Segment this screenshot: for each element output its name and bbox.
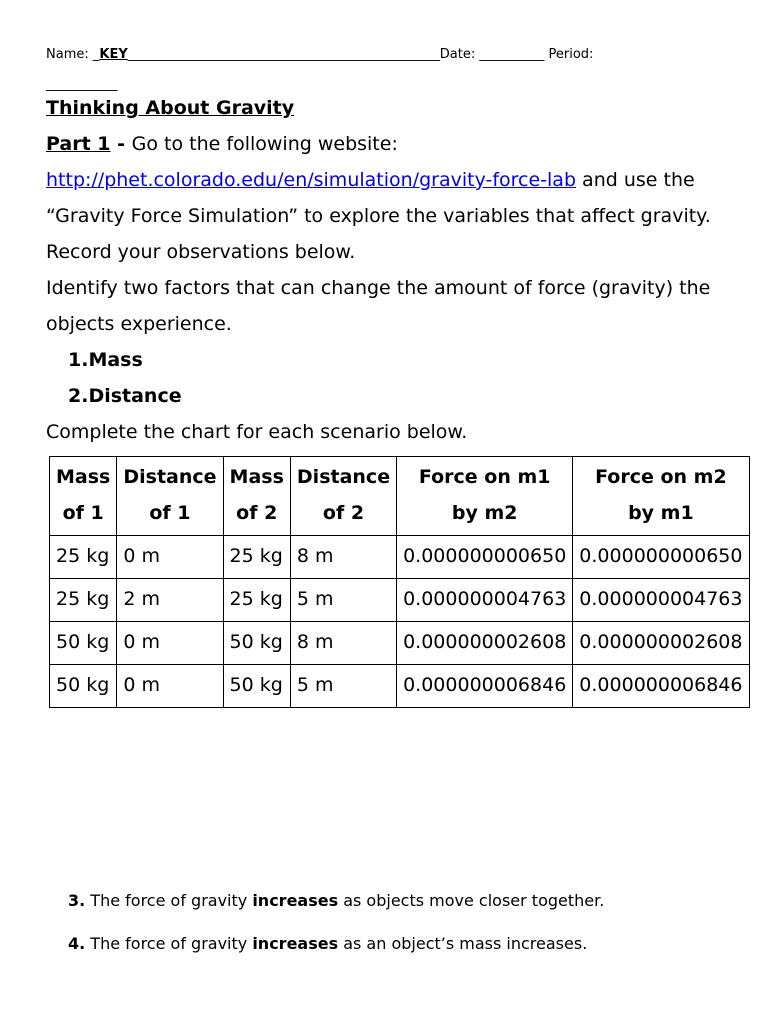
cell-mass-2: 50 kg (223, 622, 290, 665)
cell-force-m1[interactable]: 0.000000000650 (397, 536, 573, 579)
name-line: ________________________________________________ (127, 47, 440, 62)
worksheet-body (46, 90, 736, 450)
header-force-m2: Force on m2 by m1 (573, 457, 749, 536)
cell-force-m1[interactable]: 0.000000006846 (397, 665, 573, 708)
header-distance-2: Distance of 2 (290, 457, 396, 536)
cell-distance-2: 5 m (290, 665, 396, 708)
question-number: 4. (68, 934, 86, 953)
cell-mass-2: 50 kg (223, 665, 290, 708)
cell-force-m1[interactable]: 0.000000004763 (397, 579, 573, 622)
part1-dash: - (110, 133, 132, 155)
cell-mass-1: 50 kg (50, 665, 117, 708)
identify-factors-text: Identify two factors that can change the amount of force (gravity) the objects experience. (46, 277, 711, 335)
cell-force-m2[interactable]: 0.000000006846 (573, 665, 749, 708)
question-4 (68, 933, 587, 955)
factor-item-distance: 2.Distance (68, 385, 182, 407)
cell-distance-1: 0 m (117, 622, 223, 665)
question-text-pre: The force of gravity (85, 891, 253, 910)
part1-label: Part 1 (46, 133, 111, 155)
table-row (50, 622, 750, 665)
phet-simulation-link[interactable]: http://phet.colorado.edu/en/simulation/gravity-force-lab (46, 169, 577, 191)
cell-distance-2: 8 m (290, 536, 396, 579)
date-label[interactable]: Date: __________ (439, 47, 545, 62)
cell-force-m2[interactable]: 0.000000002608 (573, 622, 749, 665)
question-answer[interactable]: increases (252, 934, 339, 953)
cell-mass-1: 25 kg (50, 579, 117, 622)
cell-distance-2: 8 m (290, 622, 396, 665)
name-label: Name: _ (46, 47, 100, 62)
cell-distance-1: 0 m (117, 665, 223, 708)
table-header-row (50, 457, 750, 536)
gravity-data-table (49, 456, 750, 708)
cell-distance-1: 0 m (117, 536, 223, 579)
question-text-pre: The force of gravity (85, 934, 253, 953)
period-label: Period: (548, 47, 594, 62)
student-info-header (46, 46, 696, 94)
complete-chart-instruction: Complete the chart for each scenario below. (46, 421, 468, 443)
cell-distance-2: 5 m (290, 579, 396, 622)
cell-mass-1: 50 kg (50, 622, 117, 665)
question-text-post: as an object’s mass increases. (338, 934, 588, 953)
question-text-post: as objects move closer together. (338, 891, 605, 910)
cell-mass-2: 25 kg (223, 536, 290, 579)
cell-distance-1: 2 m (117, 579, 223, 622)
cell-mass-1: 25 kg (50, 536, 117, 579)
table-row (50, 536, 750, 579)
header-distance-1: Distance of 1 (117, 457, 223, 536)
worksheet-title: Thinking About Gravity (46, 97, 295, 119)
name-value[interactable]: KEY (99, 47, 128, 62)
table-row (50, 579, 750, 622)
question-answer[interactable]: increases (252, 891, 339, 910)
cell-force-m1[interactable]: 0.000000002608 (397, 622, 573, 665)
header-mass-1: Mass of 1 (50, 457, 117, 536)
header-force-m1: Force on m1 by m2 (397, 457, 573, 536)
part1-intro: Go to the following website: (131, 133, 398, 155)
cell-mass-2: 25 kg (223, 579, 290, 622)
header-line-1 (46, 46, 696, 64)
period-line[interactable]: ___________ (46, 77, 118, 92)
factor-item-mass: 1.Mass (68, 349, 143, 371)
question-3 (68, 890, 604, 912)
part1-instructions (46, 126, 736, 270)
header-mass-2: Mass of 2 (223, 457, 290, 536)
factors-list (46, 342, 736, 414)
table-row (50, 665, 750, 708)
question-number: 3. (68, 891, 86, 910)
cell-force-m2[interactable]: 0.000000004763 (573, 579, 749, 622)
cell-force-m2[interactable]: 0.000000000650 (573, 536, 749, 579)
part1-after-link: and use the “Gravity Force Simulation” to explore the variables that affect gravity. Record your observations below. (46, 169, 711, 263)
